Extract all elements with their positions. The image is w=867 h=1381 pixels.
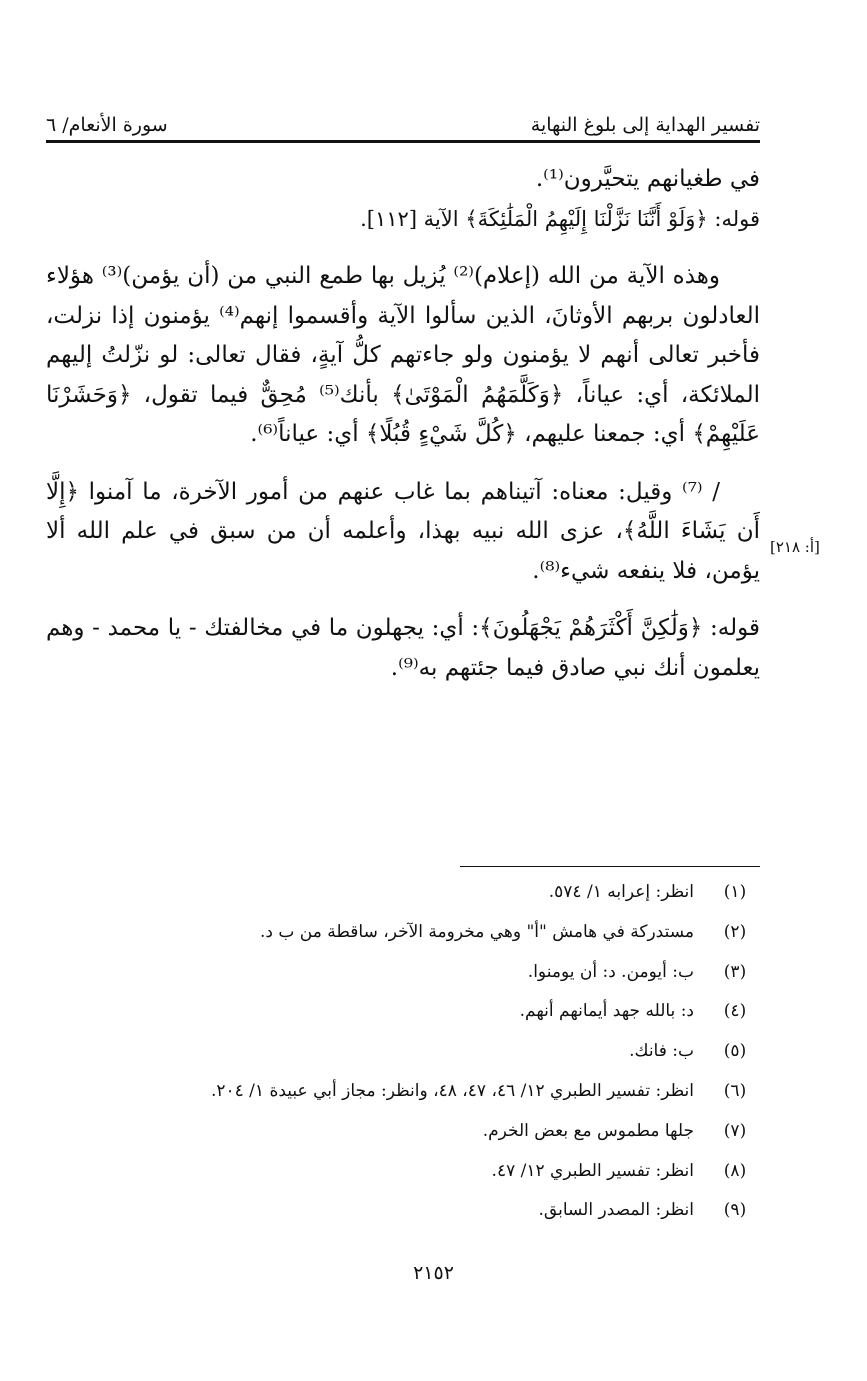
header-book-title: تفسير الهداية إلى بلوغ النهاية (530, 114, 760, 136)
footnote-number: (٥) (723, 1041, 747, 1062)
footnote-text: ب: فانك. (629, 1041, 694, 1062)
footnote (46, 1001, 760, 1041)
paragraph-gap (46, 239, 760, 257)
paragraph-gap (46, 591, 760, 609)
paragraph-4: / ⁽⁷⁾ وقيل: معناه: آتيناهم بما غاب عنهم من أمور الآخرة، ما آمنوا ﴿إِلَّا أَن يَشَاءَ اللَّهُ﴾، عزى الله نبيه بهذا، وأعلمه أن من سبق في علم الله ألا يؤمن، فلا ينفعه شيء⁽⁸⁾. (46, 478, 760, 584)
footnote (46, 1081, 760, 1121)
footnote (46, 1121, 760, 1161)
footnote (46, 882, 760, 922)
footnotes (46, 882, 760, 1240)
footnote-number: (٤) (723, 1001, 747, 1022)
paragraph-1: في طغيانهم يتحيَّرون⁽¹⁾. (535, 166, 760, 192)
footnote-text: انظر: المصدر السابق. (538, 1200, 694, 1221)
footnote-text: انظر: تفسير الطبري ١٢/ ٤٧. (491, 1160, 694, 1181)
footnotes-rule (460, 866, 760, 867)
footnote (46, 1161, 760, 1201)
footnote (46, 962, 760, 1002)
main-text (46, 160, 760, 688)
running-header (46, 100, 760, 136)
footnote-number: (٧) (723, 1120, 747, 1141)
footnote-number: (٣) (723, 961, 747, 982)
footnote-text: ب: أيومن. د: أن يومنوا. (527, 961, 694, 982)
footnote (46, 922, 760, 962)
header-surah-label: سورة الأنعام/ ٦ (46, 114, 168, 136)
footnote-text: انظر: إعرابه ١/ ٥٧٤. (548, 882, 694, 902)
header-rule (46, 140, 760, 143)
paragraph-5: قوله: ﴿وَلَٰكِنَّ أَكْثَرَهُمْ يَجْهَلُونَ﴾: أي: يجهلون ما في مخالفتك - يا محمد - وهم يعلمون أنك نبي صادق فيما جئتهم به⁽⁹⁾. (46, 615, 760, 681)
paragraph-gap (46, 455, 760, 473)
footnote-text: مستدركة في هامش "أ" وهي مخرومة الآخر، ساقطة من ب د. (259, 921, 694, 942)
manuscript-folio-ref: [أ: ٢١٨] (770, 538, 820, 556)
footnote-number: (٩) (723, 1200, 747, 1221)
paragraph-2-verse-heading: قوله: ﴿وَلَوْ أَنَّنَا نَزَّلْنَا إِلَيْهِمُ الْمَلَٰئِكَةَ﴾ الآية [١١٢]. (360, 206, 760, 231)
page-number: ٢١٥٢ (413, 1262, 454, 1284)
footnote (46, 1200, 760, 1240)
footnote-number: (٨) (723, 1160, 747, 1181)
footnote-text: د: بالله جهد أيمانهم أنهم. (519, 1001, 694, 1022)
footnote-text: جلها مطموس مع بعض الخرم. (482, 1120, 694, 1141)
footnote-text: انظر: تفسير الطبري ١٢/ ٤٦، ٤٧، ٤٨، وانظر: مجاز أبي عبيدة ١/ ٢٠٤. (210, 1080, 694, 1101)
footnote-number: (١) (723, 882, 747, 902)
footnote (46, 1041, 760, 1081)
footnote-number: (٦) (723, 1080, 747, 1101)
footnote-number: (٢) (723, 921, 747, 942)
paragraph-3: وهذه الآية من الله (إعلام)⁽²⁾ يُزيل بها طمع النبي من (أن يؤمن)⁽³⁾ هؤلاء العادلون بربهم الأوثانَ، الذين سألوا الآية وأقسموا إنهم⁽⁴⁾ يؤمنون إذا نزلت، فأخبر تعالى أنهم لا يؤمنون ولو جاءتهم كلُّ آيةٍ، فقال تعالى: لو نزّلتُ إليهم الملائكة، أي: عياناً، ﴿وَكَلَّمَهُمُ الْمَوْتَىٰ﴾ بأنك⁽⁵⁾ مُحِقٌّ فيما تقول، ﴿وَحَشَرْنَا عَلَيْهِمْ﴾ أي: جمعنا عليهم، ﴿كُلَّ شَيْءٍ قُبُلًا﴾ أي: عياناً⁽⁶⁾. (46, 263, 760, 447)
